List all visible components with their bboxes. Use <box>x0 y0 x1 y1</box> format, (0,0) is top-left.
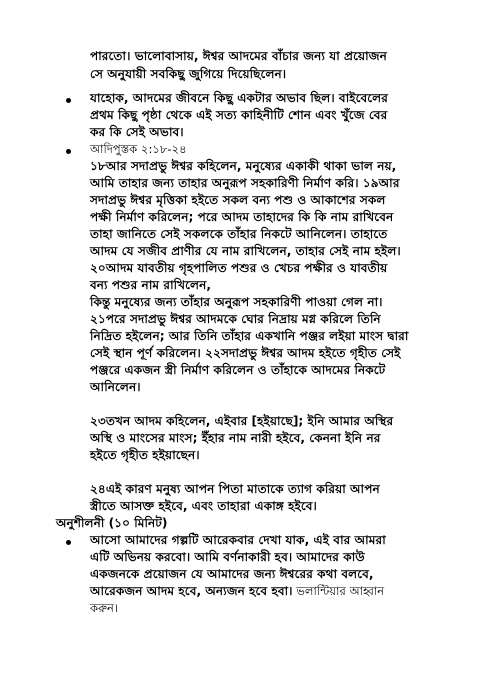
bullet3-line-4-bold: আরেকজন আদম হবে, অন্যজন হবে হবা। <box>90 584 293 598</box>
passage-line: ২১পরে সদাপ্রভু ঈশ্বর আদমকে ঘোর নিদ্রায় মগ্ন করিলে তিনি <box>90 312 381 326</box>
section-heading: অনুশীলনী (১০ মিনিট) <box>56 516 168 530</box>
passage-line: হইতে গৃহীত হইয়াছেন। <box>90 448 200 462</box>
bullet3-line-5: করুন। <box>90 601 119 615</box>
bullet-dot-3 <box>66 540 71 545</box>
bullet1-line-1: যাহোক, আদমের জীবনে কিছু একটার অভাব ছিল। বাইবেলের <box>90 91 388 105</box>
bullet-dot-1 <box>66 98 71 103</box>
passage-line: পক্ষী নির্মাণ করিলেন; পরে আদম তাহাদের কি কি নাম রাখিবেন <box>90 210 394 224</box>
intro-line-1: পারতো। ভালোবাসায়, ঈশ্বর আদমের বাঁচার জন্য যা প্রয়োজন <box>90 49 387 63</box>
passage-line: ২০আদম যাবতীয় গৃহপালিত পশুর ও খেচর পক্ষীর ও যাবতীয় <box>90 261 388 275</box>
passage-line: ১৮আর সদাপ্রভু ঈশ্বর কহিলেন, মনুষ্যের একাকী থাকা ভাল নয়, <box>90 159 397 173</box>
passage-line: তাহা জানিতে সেই সকলকে তাঁহার নিকটে আনিলেন। তাহাতে <box>90 227 388 241</box>
bullet-dot-2 <box>66 149 71 154</box>
passage-line: ২৩তখন আদম কহিলেন, এইবার [হইয়াছে]; ইনি আমার অস্থির <box>90 414 394 428</box>
bullet3-line-4-instruction: ভলান্টিয়ার আহ্বান <box>292 584 385 598</box>
bullet1-line-3: কর কি সেই অভাব। <box>90 125 184 139</box>
passage-line: পঞ্জরে একজন স্ত্রী নির্মাণ করিলেন ও তাঁহাকে আদমের নিকটে <box>90 363 386 377</box>
passage-line: আদম যে সজীব প্রাণীর যে নাম রাখিলেন, তাহার সেই নাম হইল। <box>90 244 401 258</box>
passage-line: সদাপ্রভু ঈশ্বর মৃত্তিকা হইতে সকল বন্য পশু ও আকাশের সকল <box>90 193 386 207</box>
passage-line: ২৪এই কারণ মনুষ্য আপন পিতা মাতাকে ত্যাগ করিয়া আপন <box>90 482 380 496</box>
passage-line: কিন্তু মনুষ্যের জন্য তাঁহার অনুরূপ সহকারিণী পাওয়া গেল না। <box>90 295 383 309</box>
passage-line: বন্য পশুর নাম রাখিলেন, <box>90 278 211 292</box>
scripture-reference: আদিপুস্তক ২:১৮-২৪ <box>90 142 187 156</box>
passage-line: অস্থি ও মাংসের মাংস; ইঁহার নাম নারী হইবে, কেননা ইনি নর <box>90 431 381 445</box>
bullet1-line-2: প্রথম কিছু পৃষ্ঠা থেকে এই সত্য কাহিনীটি শোন এবং খুঁজে বের <box>90 108 388 122</box>
passage-line: নিদ্রিত হইলেন; আর তিনি তাঁহার একখানি পঞ্জর লইয়া মাংস দ্বারা <box>90 329 409 343</box>
intro-line-2: সে অনুযায়ী সবকিছু জুগিয়ে দিয়েছিলেন। <box>90 67 287 81</box>
bullet3-line-3: একজনকে প্রয়োজন যে আমাদের জন্য ঈশ্বরের কথা বলবে, <box>90 567 374 581</box>
bullet3-line-4 <box>90 583 384 600</box>
passage-line: স্ত্রীতে আসক্ত হইবে, এবং তাহারা একাঙ্গ হইবে। <box>90 499 317 513</box>
passage-line: সেই স্থান পূর্ণ করিলেন। ২২সদাপ্রভু ঈশ্বর আদম হইতে গৃহীত সেই <box>90 346 401 360</box>
bullet3-line-1: আসো আমাদের গল্পটি আরেকবার দেখা যাক, এই বার আমরা <box>90 533 386 547</box>
passage-line: আনিলেন। <box>90 380 141 394</box>
bullet3-line-2: এটি অভিনয় করবো। আমি বর্ণনাকারী হব। আমাদের কাউ <box>90 550 365 564</box>
passage-line: আমি তাহার জন্য তাহার অনুরূপ সহকারিণী নির্মাণ করি। ১৯আর <box>90 176 400 190</box>
